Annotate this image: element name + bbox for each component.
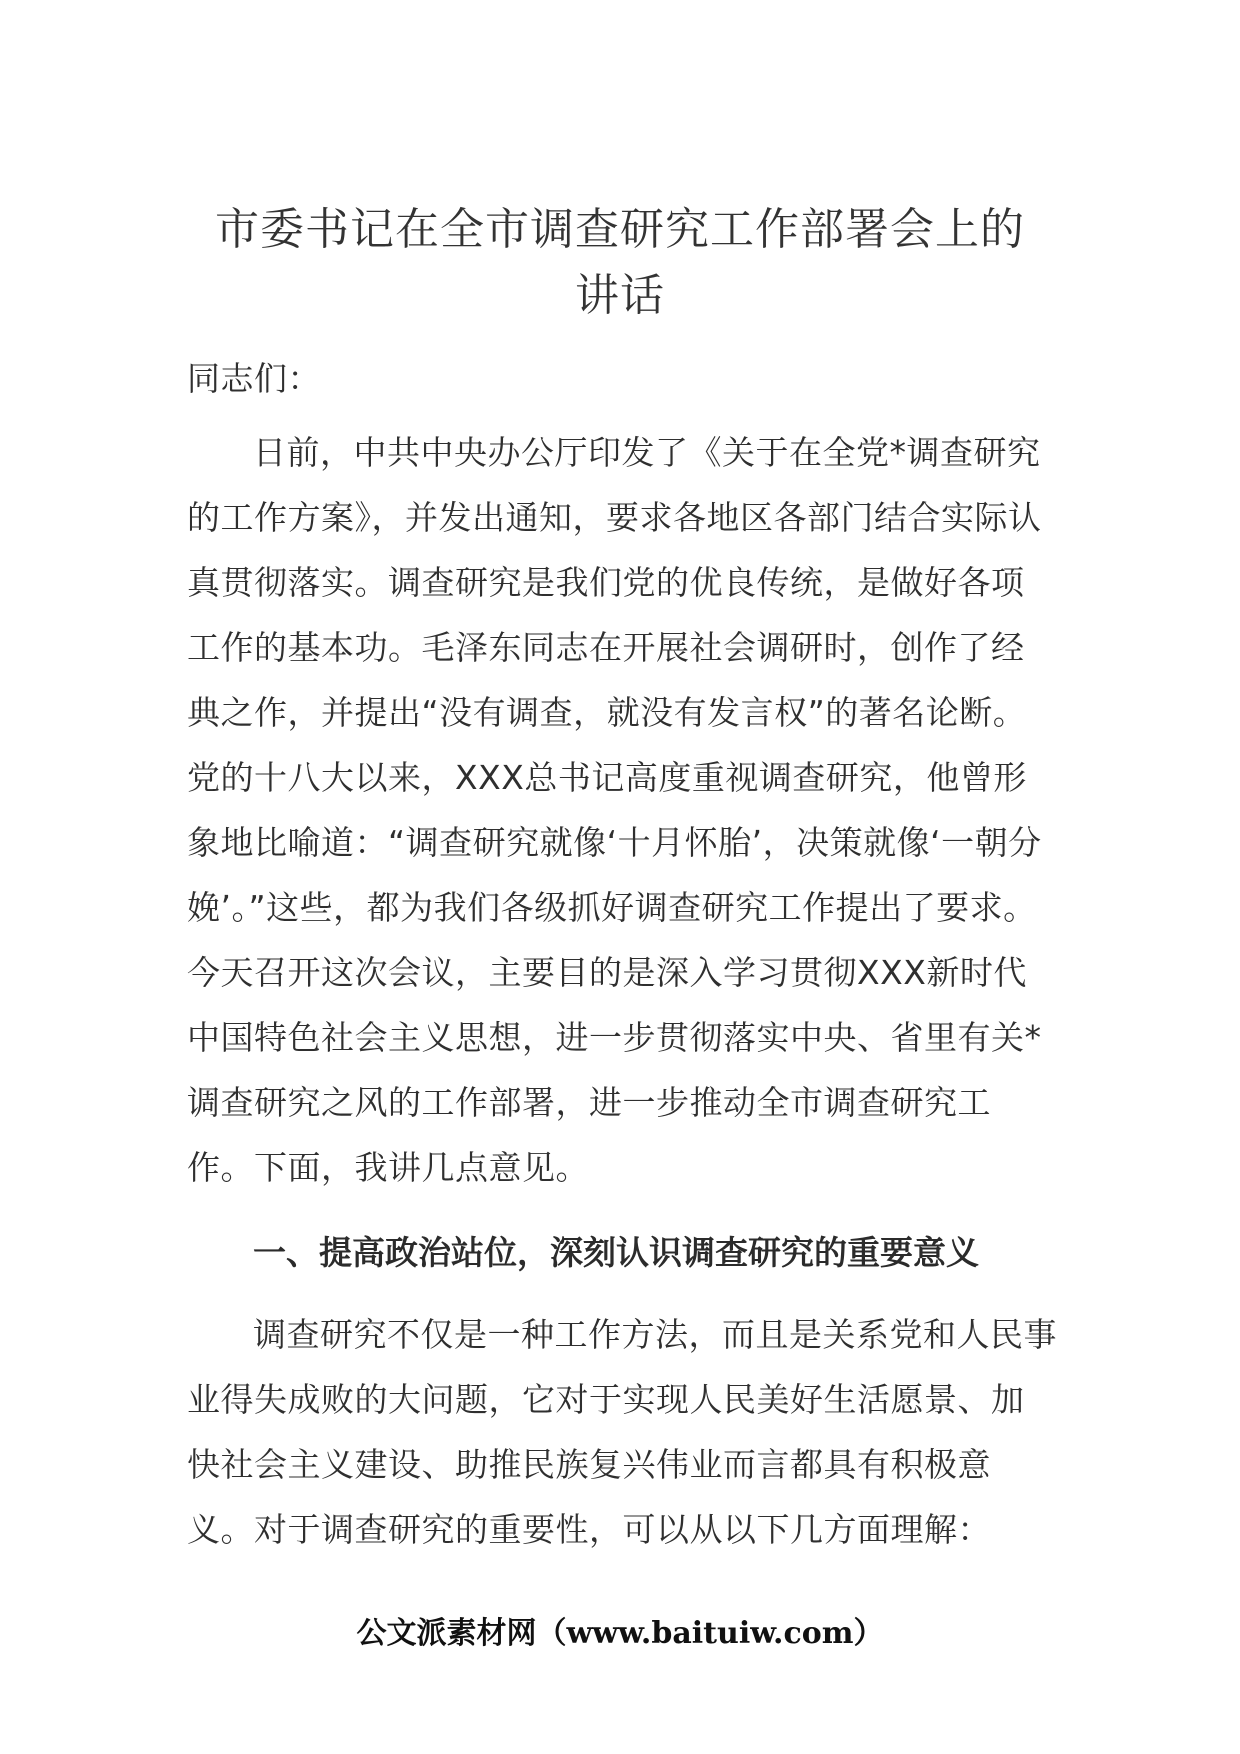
greeting: 同志们： [187,359,321,398]
section-heading-1: 一、提高政治站位，深刻认识调查研究的重要意义 [253,1233,979,1272]
body-paragraph-2: 调查研究不仅是一种工作方法，而且是关系党和人民事业得失成败的大问题，它对于实现人民美好生活愿景、加快社会主义建设、助推民族复兴伟业而言都具有积极意义。对于调查研究的重要性，可以从以下几方面理解： [187,1315,1057,1549]
document-title-line1: 市委书记在全市调查研究工作部署会上的 [215,204,1025,255]
body-paragraph-1: 日前，中共中央办公厅印发了《关于在全党*调查研究的工作方案》，并发出通知，要求各地区各部门结合实际认真贯彻落实。调查研究是我们党的优良传统，是做好各项工作的基本功。毛泽东同志在开展社会调研时，创作了经典之作，并提出“没有调查，就没有发言权”的著名论断。党的十八大以来，XXX总书记高度重视调查研究，他曾形象地比喻道：“调查研究就像‘十月怀胎’，决策就像‘一朝分娩’。”这些，都为我们各级抓好调查研究工作提出了要求。今天召开这次会议，主要目的是深入学习贯彻XXX新时代中国特色社会主义思想，进一步贯彻落实中央、省里有关*调查研究之风的工作部署，进一步推动全市调查研究工作。下面，我讲几点意见。 [187,433,1042,1187]
document-title-line2: 讲话 [575,270,665,321]
footer-source: 公文派素材网（www.baituiw.com） [356,1616,884,1651]
